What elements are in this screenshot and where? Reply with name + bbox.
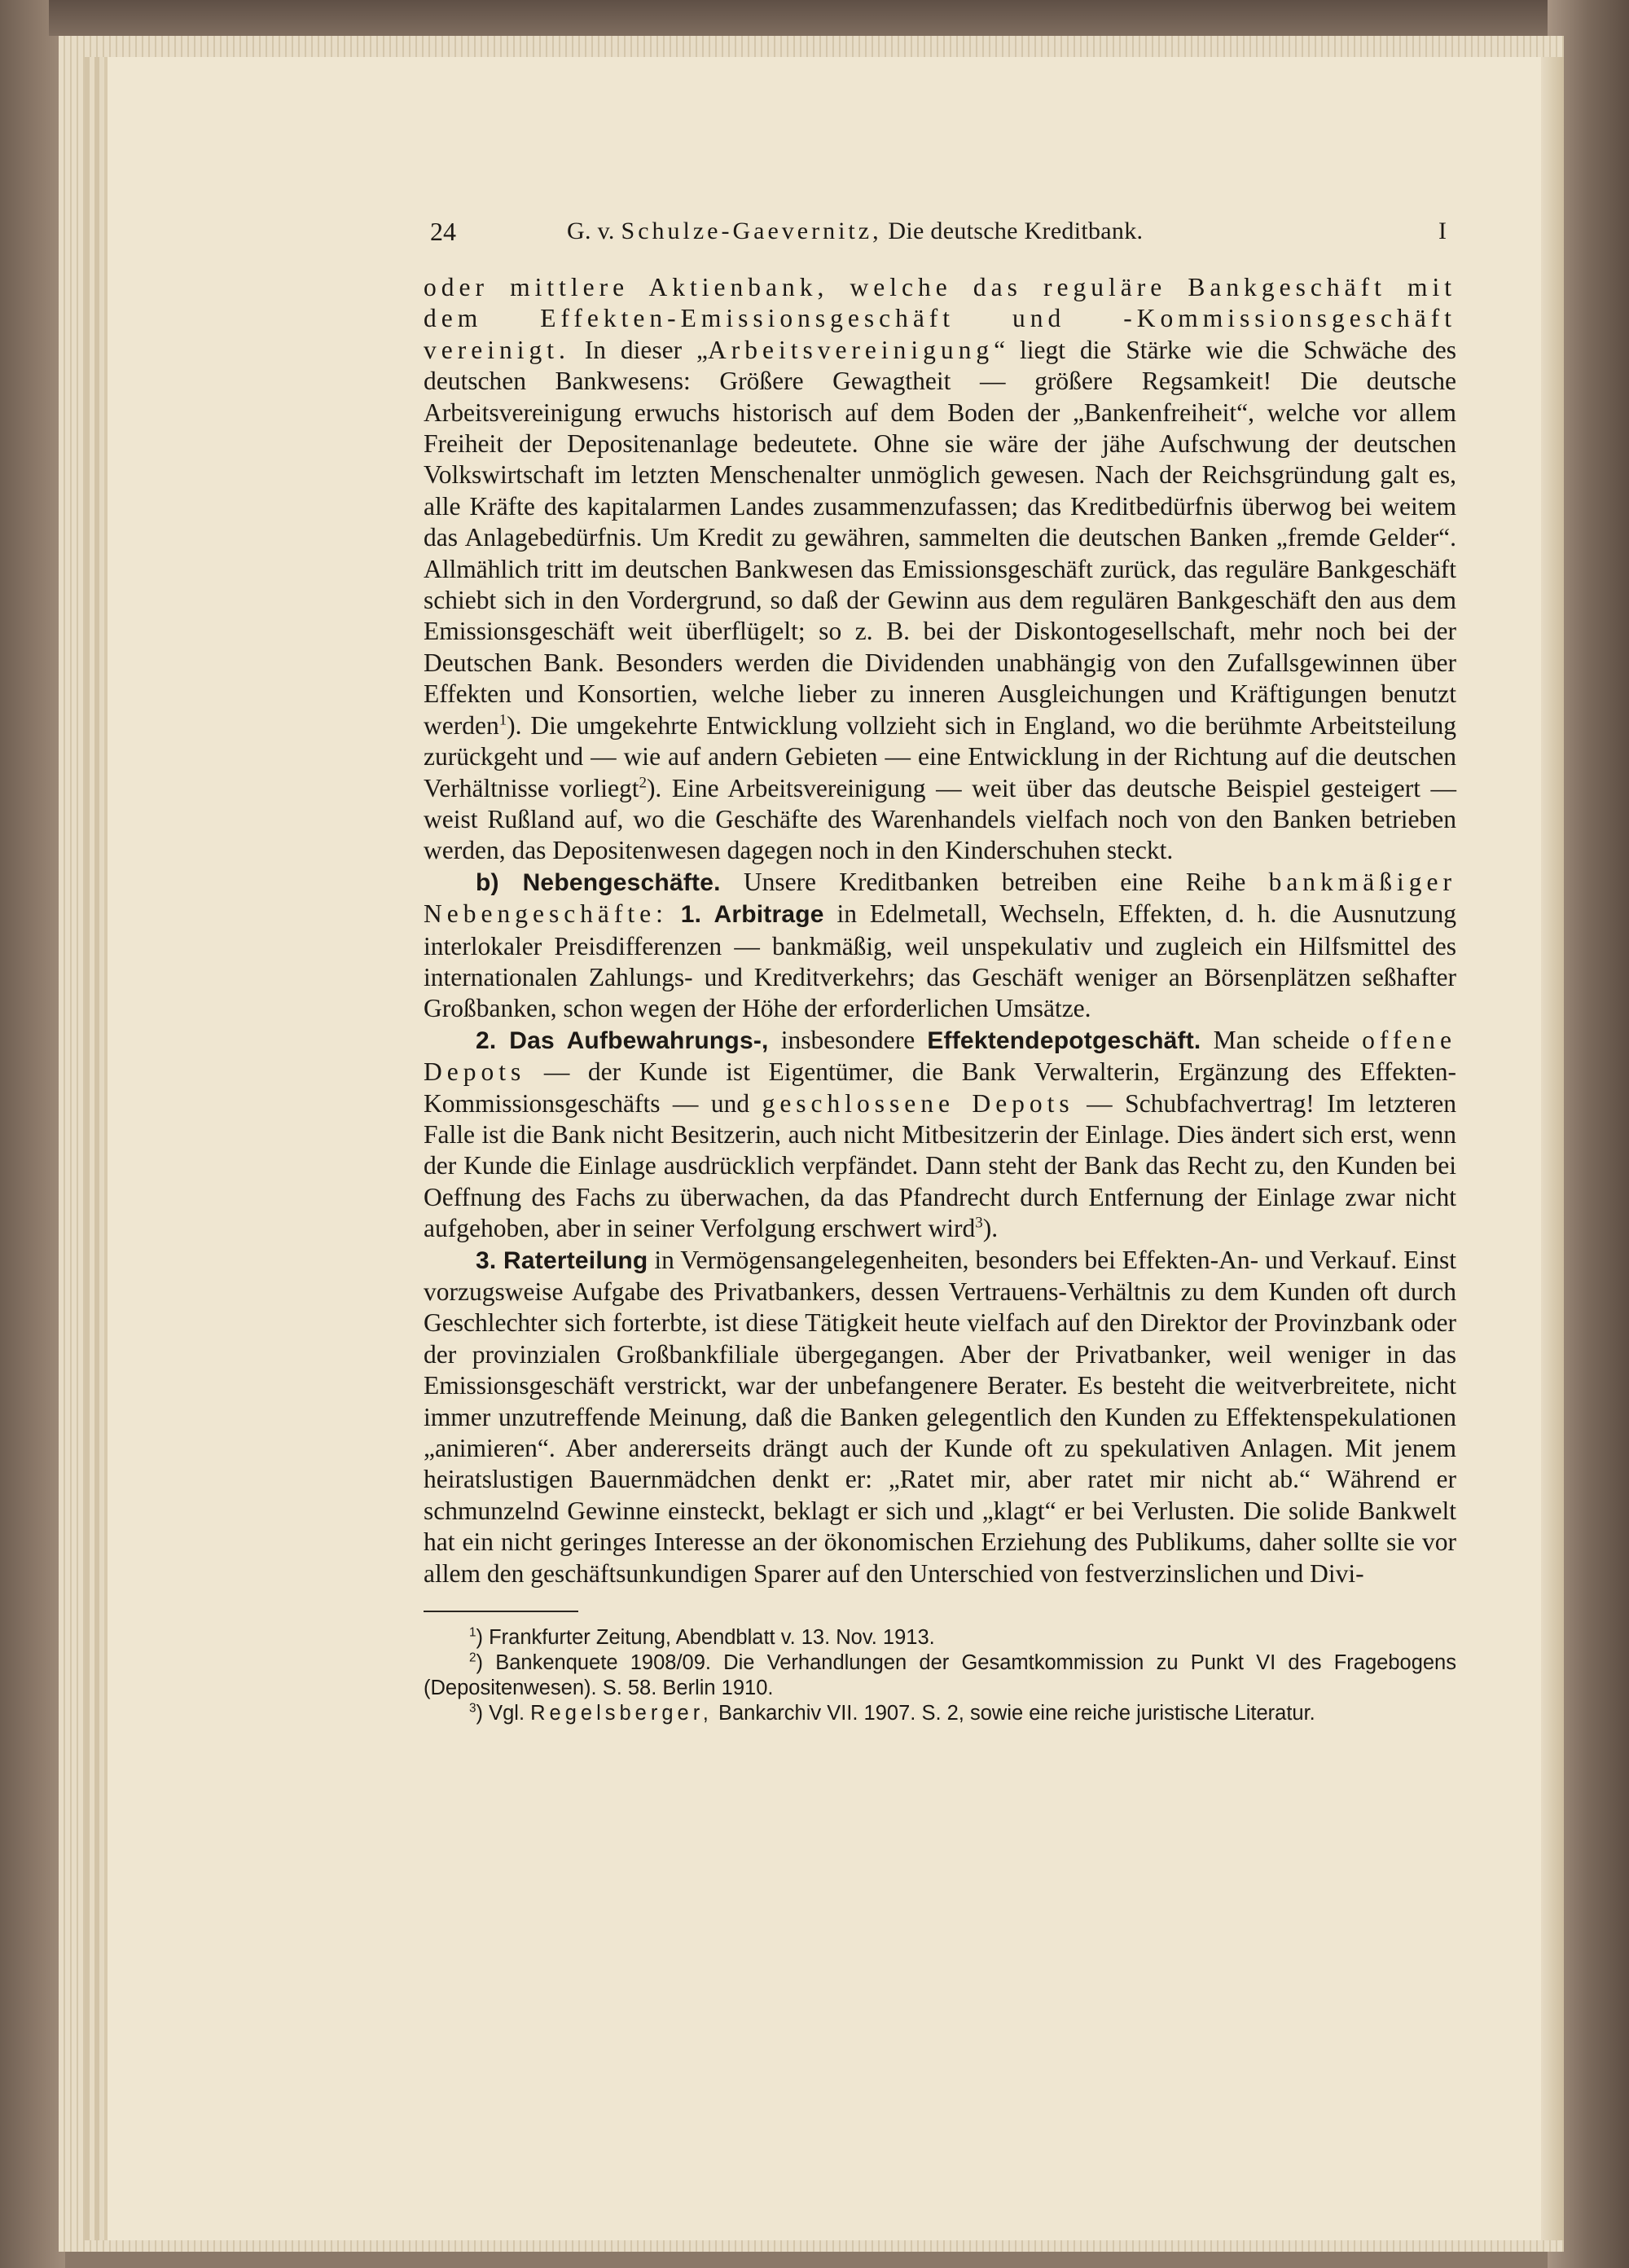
text-run: ). Eine Arbeitsvereinigung — weit über das deutsche Beispiel gesteigert — weist Rußland auf, wo die Geschäfte des Warenhandels vielfach noch von den Banken betrieben werden, das Depositenwesen dagegen noch in den Kinderschuhen steckt. bbox=[424, 773, 1456, 865]
paragraph-1 bbox=[424, 272, 1456, 867]
item-heading: 3. Raterteilung bbox=[476, 1246, 648, 1274]
item-heading: Effektendepotgeschäft. bbox=[927, 1026, 1201, 1054]
spaced-text: oder mittlere Aktienbank, welche das reguläre Bankgeschäft mit dem Effekten-Emissionsgeschäft und -Kommissionsgeschäft vereinigt. bbox=[424, 273, 1456, 364]
footnote-2 bbox=[424, 1650, 1456, 1701]
book-title: Die deutsche Kreditbank. bbox=[888, 218, 1144, 244]
paragraph-4 bbox=[424, 1245, 1456, 1589]
text-run: Man scheide bbox=[1201, 1025, 1363, 1054]
text-run: Unsere Kreditbanken betreiben eine Reihe bbox=[720, 867, 1269, 896]
section-marker: I bbox=[1438, 218, 1447, 244]
running-title bbox=[567, 213, 1143, 249]
page-right-edge bbox=[1541, 57, 1564, 2240]
text-run: in Vermögensangelegenheiten, besonders bei Effekten-An- und Verkauf. Einst vorzugsweise Aufgabe des Privatbankers, dessen Vertrauens-Verhältnis zu dem Kunden oft durch Geschlechter sich forterbte, ist diese Tätigkeit heute vielfach auf den Direktor der Provinzbank oder der provinzialen Großbankfiliale übergegangen. Aber der Privatbanker, weil weniger in das Emissionsgeschäft verstrickt, war der unbefangenere Berater. Es besteht die weitverbreitete, nicht immer unzutreffende Meinung, daß die Banken gelegentlich den Kunden zu Effektenspekulationen „animieren“. Aber andererseits drängt auch der Kunde oft zu spekulativen Anlagen. Mit jenem heiratslustigen Bauernmädchen denkt er: „Ratet mir, aber ratet mir nicht ab.“ Während er schmunzelnd Gewinne einsteckt, beklagt er sich und „klagt“ er bei Verlusten. Die solide Bankwelt hat ein nicht geringes Interesse an der ökonomischen Erziehung des Publikums, daher sollte sie vor allem den geschäftsunkundigen Sparer auf den Unterschied von festverzinslichen und Divi- bbox=[424, 1245, 1456, 1588]
book-cover-left bbox=[0, 0, 65, 2268]
footnote-ref: 1 bbox=[498, 711, 507, 729]
spaced-text: offene Depots bbox=[424, 1025, 1456, 1087]
paragraph-2 bbox=[424, 867, 1456, 1025]
footnote-1 bbox=[424, 1625, 1456, 1650]
page-number: 24 bbox=[430, 217, 456, 246]
footnote-divider bbox=[424, 1611, 578, 1612]
page-content bbox=[424, 213, 1456, 1726]
body-text bbox=[424, 272, 1456, 1589]
footnotes bbox=[424, 1625, 1456, 1726]
text-run bbox=[668, 899, 681, 928]
text-run: — der Kunde ist Eigentümer, die Bank Verwalterin, Ergänzung des Effekten-Kommissionsgeschäfts — und bbox=[424, 1057, 1456, 1118]
item-heading: 2. Das Aufbewahrungs-, bbox=[476, 1026, 769, 1054]
author-name: Schulze-Gaevernitz, bbox=[621, 218, 882, 244]
paragraph-3 bbox=[424, 1025, 1456, 1245]
text-run: in Edelmetall, Wechseln, Effekten, d. h. die Ausnutzung interlokaler Preisdifferenzen — bankmäßig, weil unspekulativ und zugleich ein Hilfsmittel des internationalen Zahlungs- und Kreditverkehrs; das Geschäft weniger an Börsenplätzen seßhafter Großbanken, schon wegen der Höhe der erforderlichen Umsätze. bbox=[424, 899, 1456, 1023]
running-header bbox=[424, 213, 1456, 249]
footnote-mark: 3 bbox=[469, 1701, 476, 1716]
footnote-ref: 3 bbox=[975, 1214, 983, 1232]
footnote-mark: 1 bbox=[469, 1625, 476, 1640]
spaced-text: geschlossene Depots bbox=[762, 1088, 1074, 1118]
text-run: “ liegt die Stärke wie die Schwäche des deutschen Bankwesens: Größere Gewagtheit — größere Regsamkeit! Die deutsche Arbeitsvereinigung erwuchs historisch auf dem Boden der „Bankenfreiheit“, welche vor allem Freiheit der Depositenanlage bedeutete. Ohne sie wäre der jähe Aufschwung der deutschen Volkswirtschaft im letzten Menschenalter unmöglich gewesen. Nach der Reichsgründung galt es, alle Kräfte des kapitalarmen Landes zusammenzufassen; das Kreditbedürfnis überwog bei weitem das Anlagebedürfnis. Um Kredit zu gewähren, sammelten die deutschen Banken „fremde Gelder“. Allmählich tritt im deutschen Bankwesen das Emissionsgeschäft zurück, das reguläre Bankgeschäft schiebt sich in den Vordergrund, so daß der Gewinn aus dem regulären Bankgeschäft den aus dem Emissionsgeschäft weit überflügelt; so z. B. bei der Diskontogesellschaft, mehr noch bei der Deutschen Bank. Besonders werden die Dividenden unabhängig von den Zufallsgewinnen über Effekten und Konsortien, welche lieber zu inneren Ausgleichungen und Kräftigungen benutzt werden bbox=[424, 335, 1456, 740]
footnote-ref: 2 bbox=[639, 774, 647, 791]
spaced-text: bankmäßiger Nebengeschäfte: bbox=[424, 867, 1456, 929]
text-run: insbesondere bbox=[768, 1025, 928, 1054]
spaced-text: Arbeitsvereinigung bbox=[707, 335, 995, 364]
section-heading: b) Nebengeschäfte. bbox=[476, 868, 721, 896]
author-prefix: G. v. bbox=[567, 218, 615, 244]
text-run: ). bbox=[982, 1214, 999, 1243]
text-run: In dieser „ bbox=[569, 335, 708, 364]
book-cover-top bbox=[49, 0, 1564, 36]
item-heading: 1. Arbitrage bbox=[680, 901, 824, 929]
footnote-text: ) Frankfurter Zeitung, Abendblatt v. 13. Nov. 1913. bbox=[476, 1626, 935, 1650]
footnote-text: ) Vgl. bbox=[476, 1702, 531, 1725]
footnote-text: ) Bankenquete 1908/09. Die Verhandlungen der Gesamtkommission zu Punkt VI des Fragebogens (Depositenwesen). S. 58. Berlin 1910. bbox=[424, 1651, 1456, 1700]
footnote-3 bbox=[424, 1701, 1456, 1726]
text-run: ). Die umgekehrte Entwicklung vollzieht sich in England, wo die berühmte Arbeitsteilung zurückgeht und — wie auf andern Gebieten — eine Entwicklung in der Richtung auf die deutschen Verhältnisse vorliegt bbox=[424, 710, 1456, 802]
footnote-mark: 2 bbox=[469, 1650, 476, 1665]
text-run: — Schubfachvertrag! Im letzteren Falle ist die Bank nicht Besitzerin, auch nicht Mitbesitzerin der Einlage. Dies ändert sich erst, wenn der Kunde die Einlage ausdrücklich verpfändet. Dann steht der Bank das Recht zu, den Kunden bei Oeffnung des Fachs zu überwachen, da das Pfandrecht durch Entfernung der Einlage zwar nicht aufgehoben, aber in seiner Verfolgung erschwert wird bbox=[424, 1088, 1457, 1243]
footnote-text: Bankarchiv VII. 1907. S. 2, sowie eine reiche juristische Literatur. bbox=[712, 1702, 1315, 1725]
spaced-text: Regelsberger, bbox=[530, 1702, 713, 1725]
